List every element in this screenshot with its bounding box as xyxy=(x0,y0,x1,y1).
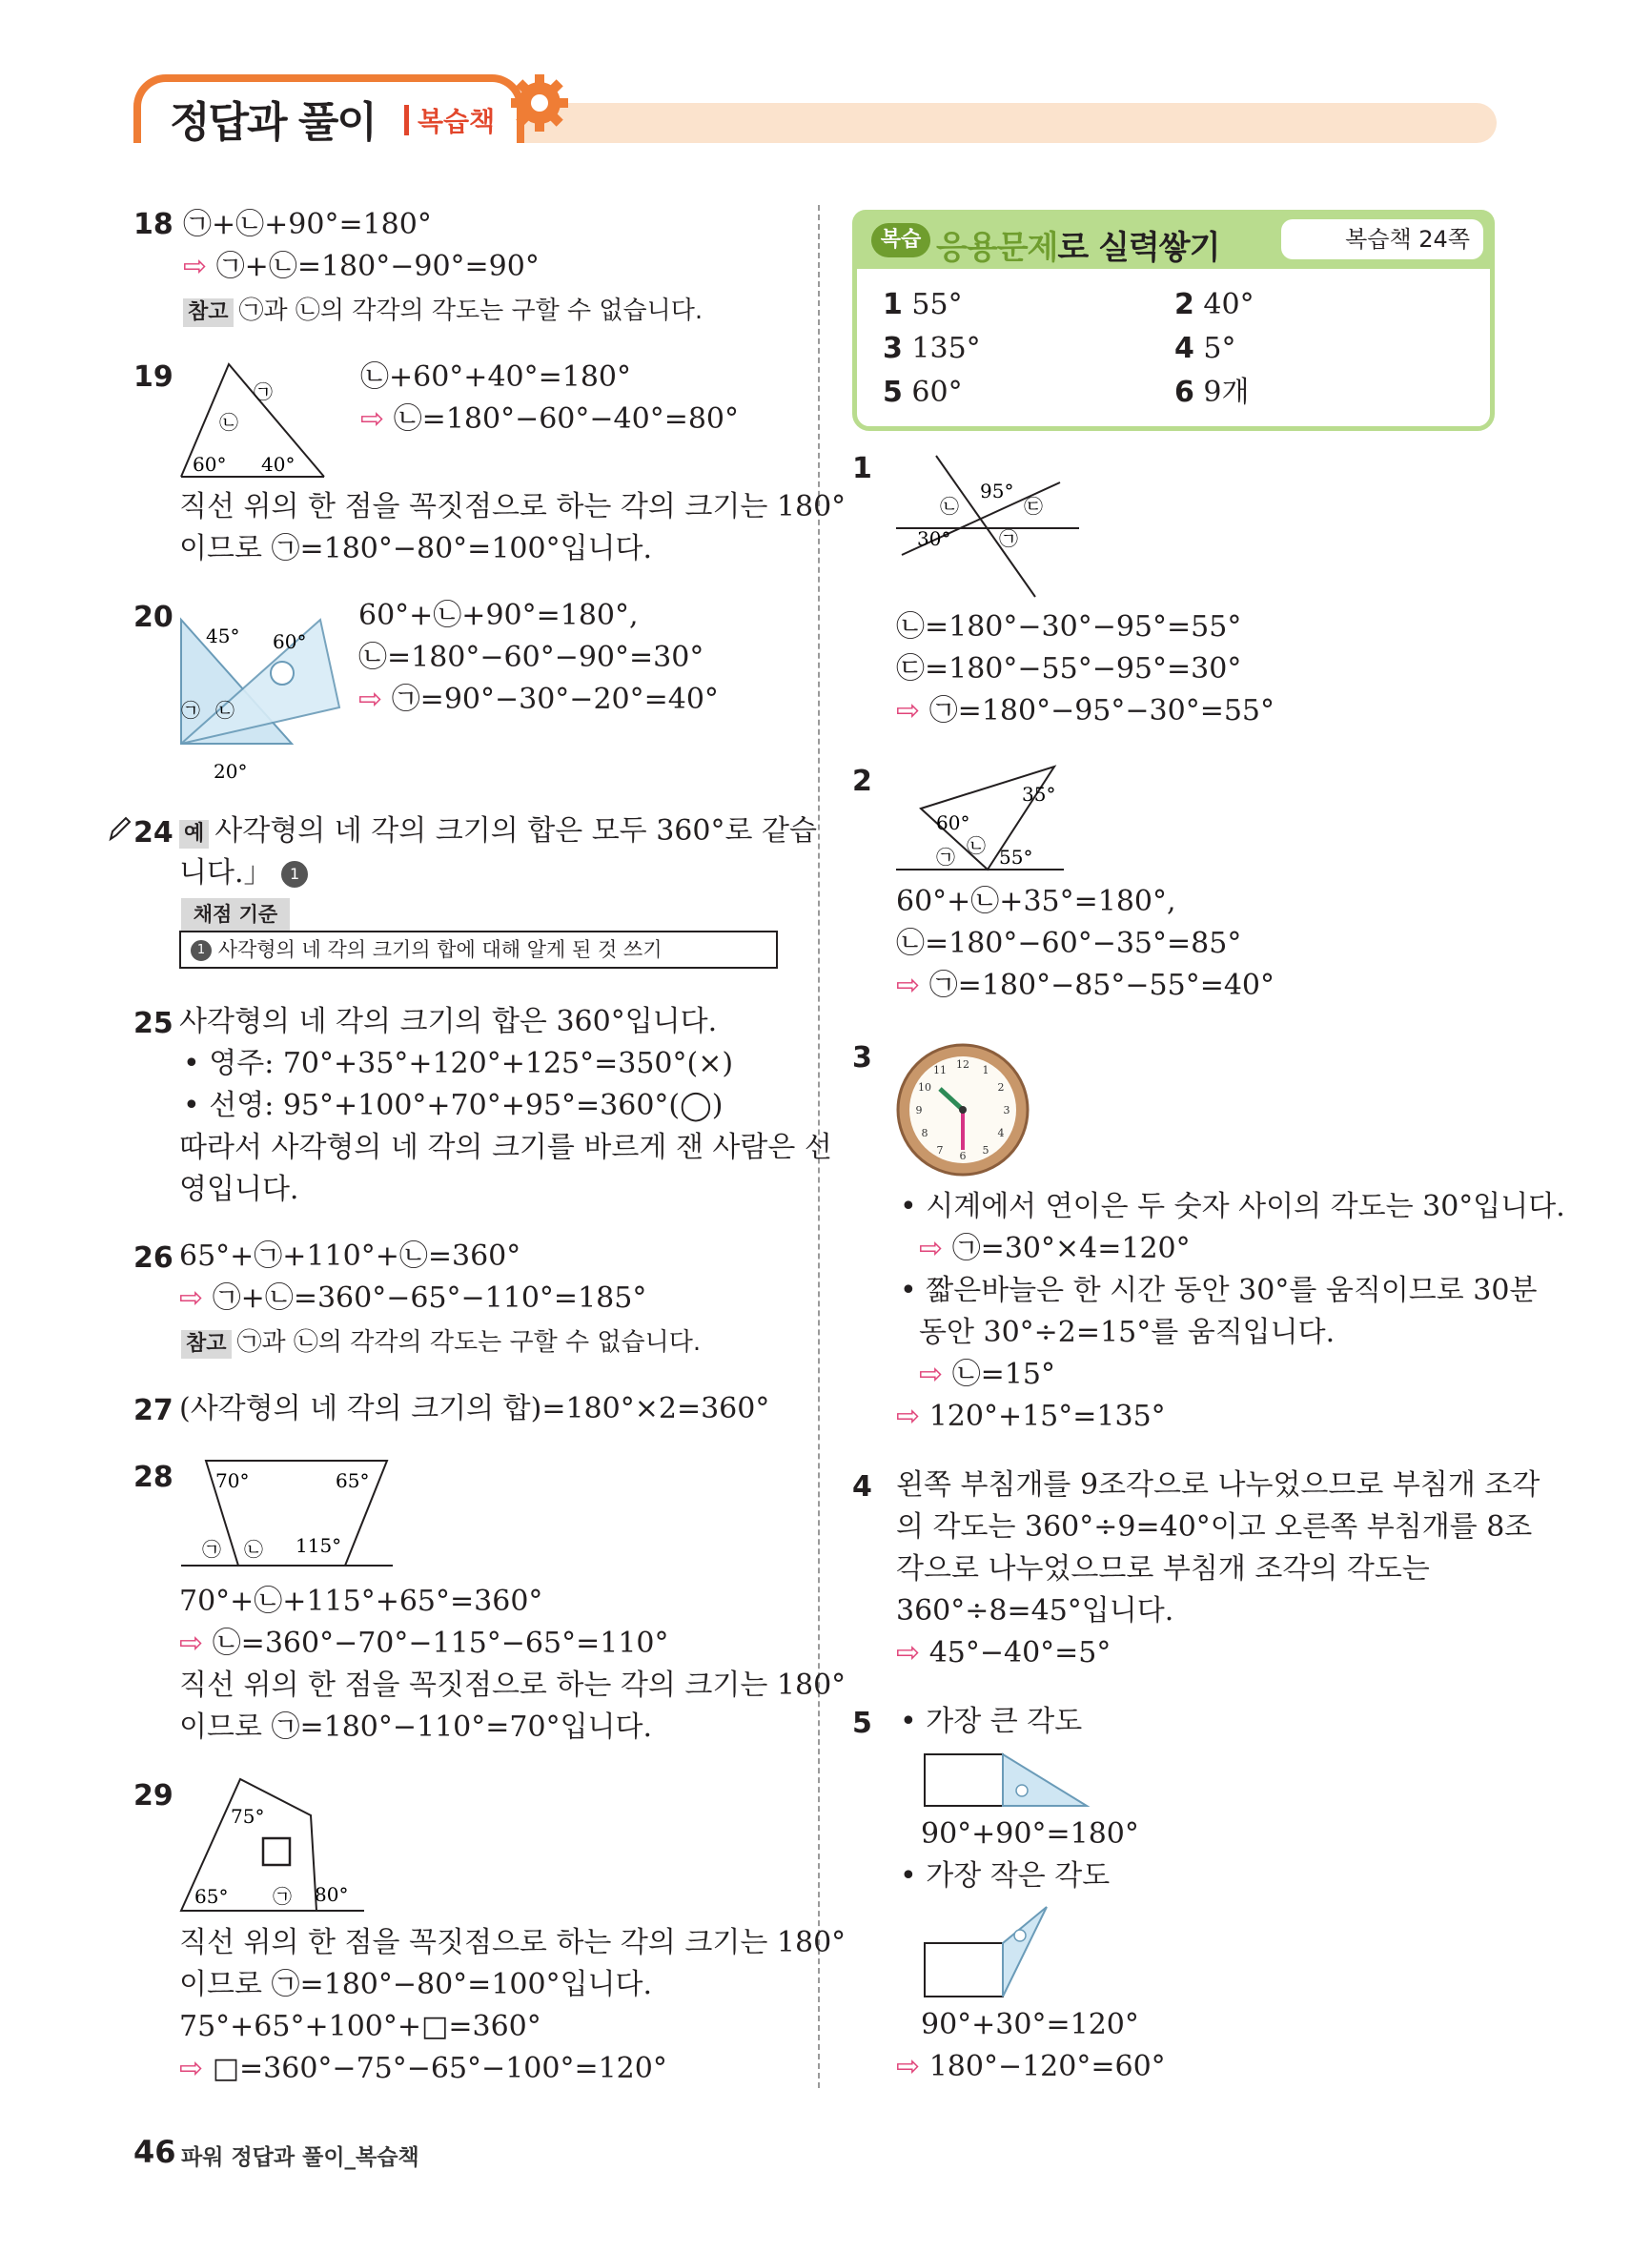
fig-label: ㉠ xyxy=(273,1885,292,1908)
p20-line1: 60°+㉡+90°=180°, xyxy=(358,599,639,632)
p29-line4: ⇨ □=360°−75°−65°−100°=120° xyxy=(179,2052,667,2085)
arrow-icon: ⇨ xyxy=(358,683,392,716)
answer-item: 4 5° xyxy=(1174,332,1236,365)
r5-line2: 90°+90°=180° xyxy=(921,1817,1139,1851)
fig-label: ㉡ xyxy=(967,834,986,857)
p25-line1: 사각형의 네 각의 크기의 합은 360°입니다. xyxy=(179,1005,718,1038)
answer-item: 5 60° xyxy=(883,376,963,409)
fig-label: ㉢ xyxy=(1024,495,1043,518)
answer-item: 2 40° xyxy=(1174,288,1254,321)
note-tag: 참고 xyxy=(183,298,234,327)
svg-text:9: 9 xyxy=(915,1104,923,1116)
problem-number: 3 xyxy=(852,1041,872,1075)
fig-label: ㉡ xyxy=(940,495,959,518)
p18-note: 참고 ㉠과 ㉡의 각각의 각도는 구할 수 없습니다. xyxy=(183,292,703,330)
r5-line5: ⇨ 180°−120°=60° xyxy=(896,2050,1166,2083)
smallest-angle-figure xyxy=(921,1903,1054,2002)
r3-line2: ⇨ ㉠=30°×4=120° xyxy=(919,1232,1191,1265)
svg-text:2: 2 xyxy=(997,1081,1005,1094)
svg-text:1: 1 xyxy=(982,1064,989,1076)
problem-number: 28 xyxy=(133,1461,173,1494)
p24-line2: 니다.」 1 xyxy=(179,854,308,892)
page-number: 46 xyxy=(133,2134,176,2170)
problem-number: 25 xyxy=(133,1007,173,1040)
fig-label: 45° xyxy=(206,625,240,647)
fig-label: 60° xyxy=(273,630,307,653)
r5-line3: • 가장 작은 각도 xyxy=(900,1859,1111,1893)
p29-line1: 직선 위의 한 점을 꼭짓점으로 하는 각의 크기는 180° xyxy=(179,1926,846,1959)
clock-icon xyxy=(894,1041,1031,1178)
arrow-icon: ⇨ xyxy=(896,1400,929,1433)
pencil-icon xyxy=(107,814,132,843)
arrow-icon: ⇨ xyxy=(896,969,929,1002)
note-tag: 참고 xyxy=(181,1330,232,1359)
r1-line1: ㉡=180°−30°−95°=55° xyxy=(896,610,1242,644)
example-tag: 예 xyxy=(179,820,209,849)
problem-number: 1 xyxy=(852,452,872,485)
p29-line2: 이므로 ㉠=180°−80°=100°입니다. xyxy=(179,1968,653,2001)
svg-text:8: 8 xyxy=(921,1127,928,1139)
r4-line1: 왼쪽 부침개를 9조각으로 나누었으므로 부침개 조각 xyxy=(896,1468,1540,1502)
fig-label: 80° xyxy=(315,1883,349,1906)
p25-line4: 따라서 사각형의 네 각의 크기를 바르게 잰 사람은 선 xyxy=(179,1131,832,1164)
fig-label: 40° xyxy=(261,453,296,476)
problem-number: 29 xyxy=(133,1779,173,1813)
problem-number: 27 xyxy=(133,1394,173,1427)
svg-text:3: 3 xyxy=(1003,1104,1010,1116)
review-page-ref: 복습책 24쪽 xyxy=(1281,219,1483,259)
r1-line3: ⇨ ㉠=180°−95°−30°=55° xyxy=(896,694,1275,727)
fig-label: ㉡ xyxy=(219,411,238,434)
problem-number: 2 xyxy=(852,765,872,798)
arrow-icon: ⇨ xyxy=(179,1627,213,1660)
p28-line3: 직선 위의 한 점을 꼭짓점으로 하는 각의 크기는 180° xyxy=(179,1669,846,1702)
fig-label: 35° xyxy=(1022,783,1056,806)
mark-badge: 1 xyxy=(191,940,212,961)
r3-line3: • 짧은바늘은 한 시간 동안 30°를 움직이므로 30분 xyxy=(900,1274,1538,1307)
mark-badge: 1 xyxy=(281,861,308,888)
svg-text:5: 5 xyxy=(982,1144,989,1157)
p20-line2: ㉡=180°−60°−90°=30° xyxy=(358,641,704,674)
fig-label: 65° xyxy=(194,1885,229,1908)
fig-label: 65° xyxy=(336,1469,370,1492)
r1-lines-figure xyxy=(892,450,1083,599)
p28-trapezoid-figure xyxy=(177,1453,397,1577)
p20-set-squares-figure xyxy=(177,601,349,791)
problem-number: 18 xyxy=(133,208,173,241)
svg-text:11: 11 xyxy=(933,1064,947,1076)
svg-text:4: 4 xyxy=(997,1127,1005,1139)
gear-icon xyxy=(505,69,574,137)
p26-note: 참고 ㉠과 ㉡의 각각의 각도는 구할 수 없습니다. xyxy=(181,1323,701,1362)
r2-line2: ㉡=180°−60°−35°=85° xyxy=(896,927,1242,960)
svg-text:12: 12 xyxy=(956,1058,969,1071)
p18-line1: ㉠+㉡+90°=180° xyxy=(183,208,432,241)
fig-label: ㉠ xyxy=(181,699,200,722)
problem-number: 24 xyxy=(133,816,173,850)
p26-line1: 65°+㉠+110°+㉡=360° xyxy=(179,1239,521,1273)
svg-text:7: 7 xyxy=(936,1144,944,1157)
blank-box xyxy=(263,1838,290,1865)
review-badge: 복습 xyxy=(871,223,930,257)
fig-label: ㉡ xyxy=(244,1538,263,1561)
p19-line4: 이므로 ㉠=180°−80°=100°입니다. xyxy=(179,532,653,565)
svg-text:10: 10 xyxy=(918,1081,931,1094)
p19-line1: ㉡+60°+40°=180° xyxy=(360,360,632,394)
r1-line2: ㉢=180°−55°−95°=30° xyxy=(896,652,1242,686)
p29-line3: 75°+65°+100°+□=360° xyxy=(179,2010,541,2043)
p28-line1: 70°+㉡+115°+65°=360° xyxy=(179,1585,543,1618)
svg-text:6: 6 xyxy=(959,1150,967,1162)
fig-label: 55° xyxy=(999,846,1033,869)
fig-label: 60° xyxy=(193,453,227,476)
r3-line5: ⇨ ㉡=15° xyxy=(919,1358,1055,1391)
answer-item: 6 9개 xyxy=(1174,376,1250,409)
fig-label: 115° xyxy=(296,1534,342,1557)
r3-line4: 동안 30°÷2=15°를 움직입니다. xyxy=(919,1316,1336,1349)
p28-line4: 이므로 ㉠=180°−110°=70°입니다. xyxy=(179,1710,653,1744)
title-divider xyxy=(404,105,409,135)
footer-text: 파워 정답과 풀이_복습책 xyxy=(181,2145,419,2170)
arrow-icon: ⇨ xyxy=(919,1232,952,1265)
r3-line6: ⇨ 120°+15°=135° xyxy=(896,1400,1166,1433)
p19-triangle-figure xyxy=(177,360,330,482)
r5-line1: • 가장 큰 각도 xyxy=(900,1705,1083,1738)
fig-label: 20° xyxy=(214,760,248,783)
p24-line1: 예 사각형의 네 각의 크기의 합은 모두 360°로 같습 xyxy=(179,812,817,850)
problem-number: 5 xyxy=(852,1707,872,1740)
r4-line5: ⇨ 45°−40°=5° xyxy=(896,1636,1112,1669)
fig-label: 60° xyxy=(936,811,970,834)
fig-label: 75° xyxy=(231,1805,265,1828)
fig-label: ㉠ xyxy=(202,1538,221,1561)
largest-angle-figure xyxy=(921,1751,1092,1810)
arrow-icon: ⇨ xyxy=(896,1636,929,1669)
r4-line2: 의 각도는 360°÷9=40°이고 오른쪽 부침개를 8조 xyxy=(896,1510,1533,1544)
criteria-tag: 채점 기준 xyxy=(181,898,290,931)
fig-label: 70° xyxy=(215,1469,250,1492)
p25-line2: • 영주: 70°+35°+120°+125°=350°(×) xyxy=(183,1047,734,1080)
r5-line4: 90°+30°=120° xyxy=(921,2008,1139,2041)
arrow-icon: ⇨ xyxy=(896,694,929,727)
problem-number: 20 xyxy=(133,601,173,634)
page-title: 정답과 풀이 xyxy=(170,98,376,147)
p19-line2: ⇨ ㉡=180°−60°−40°=80° xyxy=(360,402,740,436)
problem-number: 4 xyxy=(852,1470,872,1504)
fig-label: 30° xyxy=(917,527,951,550)
p19-line3: 직선 위의 한 점을 꼭짓점으로 하는 각의 크기는 180° xyxy=(179,490,846,523)
arrow-icon: ⇨ xyxy=(919,1358,952,1391)
r4-line4: 360°÷8=45°입니다. xyxy=(896,1594,1174,1628)
fig-label: ㉡ xyxy=(215,699,235,722)
criteria-box: 1 사각형의 네 각의 크기의 합에 대해 알게 된 것 쓰기 xyxy=(179,931,778,969)
p18-line2: ⇨ ㉠+㉡=180°−90°=90° xyxy=(183,250,540,283)
arrow-icon: ⇨ xyxy=(179,2052,213,2085)
p26-line2: ⇨ ㉠+㉡=360°−65°−110°=185° xyxy=(179,1281,647,1315)
fig-label: ㉠ xyxy=(254,380,273,403)
page-subtitle: 복습책 xyxy=(418,106,496,137)
fig-label: 95° xyxy=(980,480,1014,502)
p25-line5: 영입니다. xyxy=(179,1173,299,1206)
fig-label: ㉠ xyxy=(936,846,955,869)
r4-line3: 각으로 나누었으므로 부침개 조각의 각도는 xyxy=(896,1552,1430,1586)
arrow-icon: ⇨ xyxy=(183,250,216,283)
answer-item: 3 135° xyxy=(883,332,981,365)
fig-label: ㉠ xyxy=(999,527,1018,550)
r2-line3: ⇨ ㉠=180°−85°−55°=40° xyxy=(896,969,1275,1002)
p29-quadrilateral-figure xyxy=(177,1775,368,1918)
p25-line3: • 선영: 95°+100°+70°+95°=360°(◯) xyxy=(183,1089,724,1122)
problem-number: 26 xyxy=(133,1241,173,1275)
r2-triangle-figure xyxy=(892,763,1073,877)
arrow-icon: ⇨ xyxy=(179,1281,213,1315)
p28-line2: ⇨ ㉡=360°−70°−115°−65°=110° xyxy=(179,1627,669,1660)
r2-line1: 60°+㉡+35°=180°, xyxy=(896,885,1176,918)
problem-number: 19 xyxy=(133,360,173,394)
p20-line3: ⇨ ㉠=90°−30°−20°=40° xyxy=(358,683,719,716)
arrow-icon: ⇨ xyxy=(360,402,394,436)
p27-line1: (사각형의 네 각의 크기의 합)=180°×2=360° xyxy=(179,1392,770,1425)
answer-item: 1 55° xyxy=(883,288,963,321)
arrow-icon: ⇨ xyxy=(896,2050,929,2083)
review-title: 응용문제로 실력쌓기 xyxy=(936,229,1220,267)
r3-line1: • 시계에서 연이은 두 숫자 사이의 각도는 30°입니다. xyxy=(900,1190,1565,1223)
